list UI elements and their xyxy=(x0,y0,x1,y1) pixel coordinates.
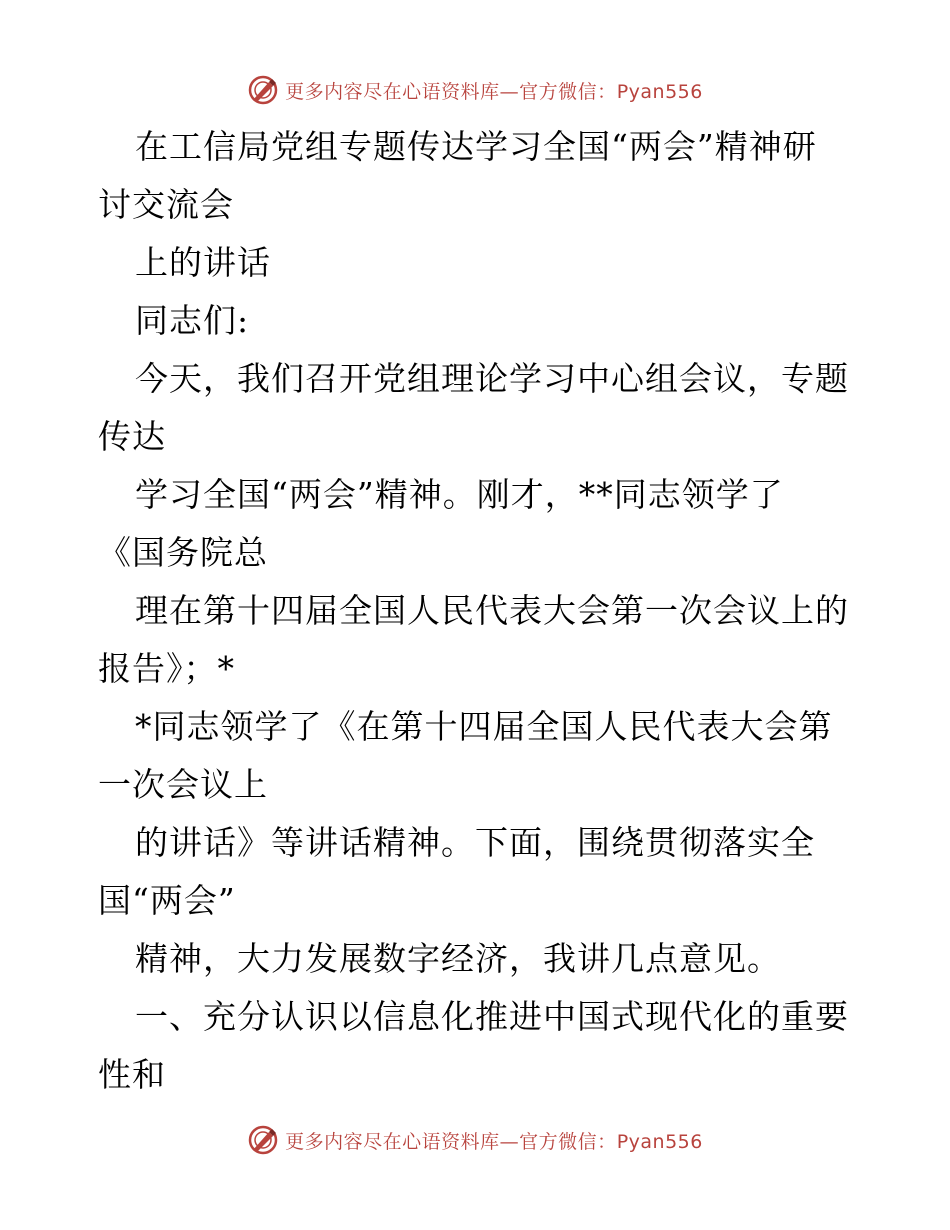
text-line xyxy=(98,1046,868,1104)
pen-logo-icon xyxy=(247,1124,279,1156)
text-line-content: 一、充分认识以信息化推进中国式现代化的重要 xyxy=(135,997,849,1036)
text-line xyxy=(98,582,868,640)
text-line-content: 同志们: xyxy=(135,301,250,340)
text-line xyxy=(98,988,868,1046)
text-line xyxy=(98,350,868,408)
text-line-content: 性和 xyxy=(98,1055,166,1094)
banner-wechat-label: 官方微信： xyxy=(519,1130,617,1153)
banner-dash: — xyxy=(499,1130,520,1153)
text-line xyxy=(98,872,868,930)
text-line xyxy=(98,176,868,234)
text-line-content: *同志领学了《在第十四届全国人民代表大会第 xyxy=(135,707,833,746)
text-line xyxy=(98,408,868,466)
text-line xyxy=(98,466,868,524)
text-line-content: 理在第十四届全国人民代表大会第一次会议上的 xyxy=(135,591,849,630)
text-line-content: 传达 xyxy=(98,417,166,456)
text-line-content: 的讲话》等讲话精神。下面，围绕贯彻落实全 xyxy=(135,823,815,862)
text-line xyxy=(98,234,868,292)
text-line xyxy=(98,930,868,988)
header-watermark-banner xyxy=(0,70,950,110)
text-line-content: 《国务院总 xyxy=(98,533,268,572)
banner-wechat-id: Pyan556 xyxy=(616,1130,703,1153)
text-line-content: 报告》；* xyxy=(98,649,235,688)
text-line xyxy=(98,756,868,814)
text-line xyxy=(98,118,868,176)
text-line-content: 上的讲话 xyxy=(135,243,271,282)
text-line xyxy=(98,640,868,698)
banner-dash: — xyxy=(499,80,520,103)
text-line-content: 国“两会” xyxy=(98,881,236,920)
text-line xyxy=(98,698,868,756)
text-line xyxy=(98,292,868,350)
text-line xyxy=(98,524,868,582)
document-body xyxy=(98,118,868,1104)
banner-main-text: 更多内容尽在心语资料库 xyxy=(285,80,500,103)
text-line-content: 今天，我们召开党组理论学习中心组会议，专题 xyxy=(135,359,849,398)
banner-main-text: 更多内容尽在心语资料库 xyxy=(285,1130,500,1153)
banner-text xyxy=(285,77,703,104)
pen-logo-icon xyxy=(247,74,279,106)
text-line-content: 精神，大力发展数字经济，我讲几点意见。 xyxy=(135,939,781,978)
banner-wechat-label: 官方微信： xyxy=(519,80,617,103)
text-line xyxy=(98,814,868,872)
banner-wechat-id: Pyan556 xyxy=(616,80,703,103)
text-line-content: 讨交流会 xyxy=(98,185,234,224)
footer-watermark-banner xyxy=(0,1120,950,1160)
text-line-content: 在工信局党组专题传达学习全国“两会”精神研 xyxy=(135,127,817,166)
text-line-content: 一次会议上 xyxy=(98,765,268,804)
text-line-content: 学习全国“两会”精神。刚才，**同志领学了 xyxy=(135,475,784,514)
banner-text xyxy=(285,1127,703,1154)
